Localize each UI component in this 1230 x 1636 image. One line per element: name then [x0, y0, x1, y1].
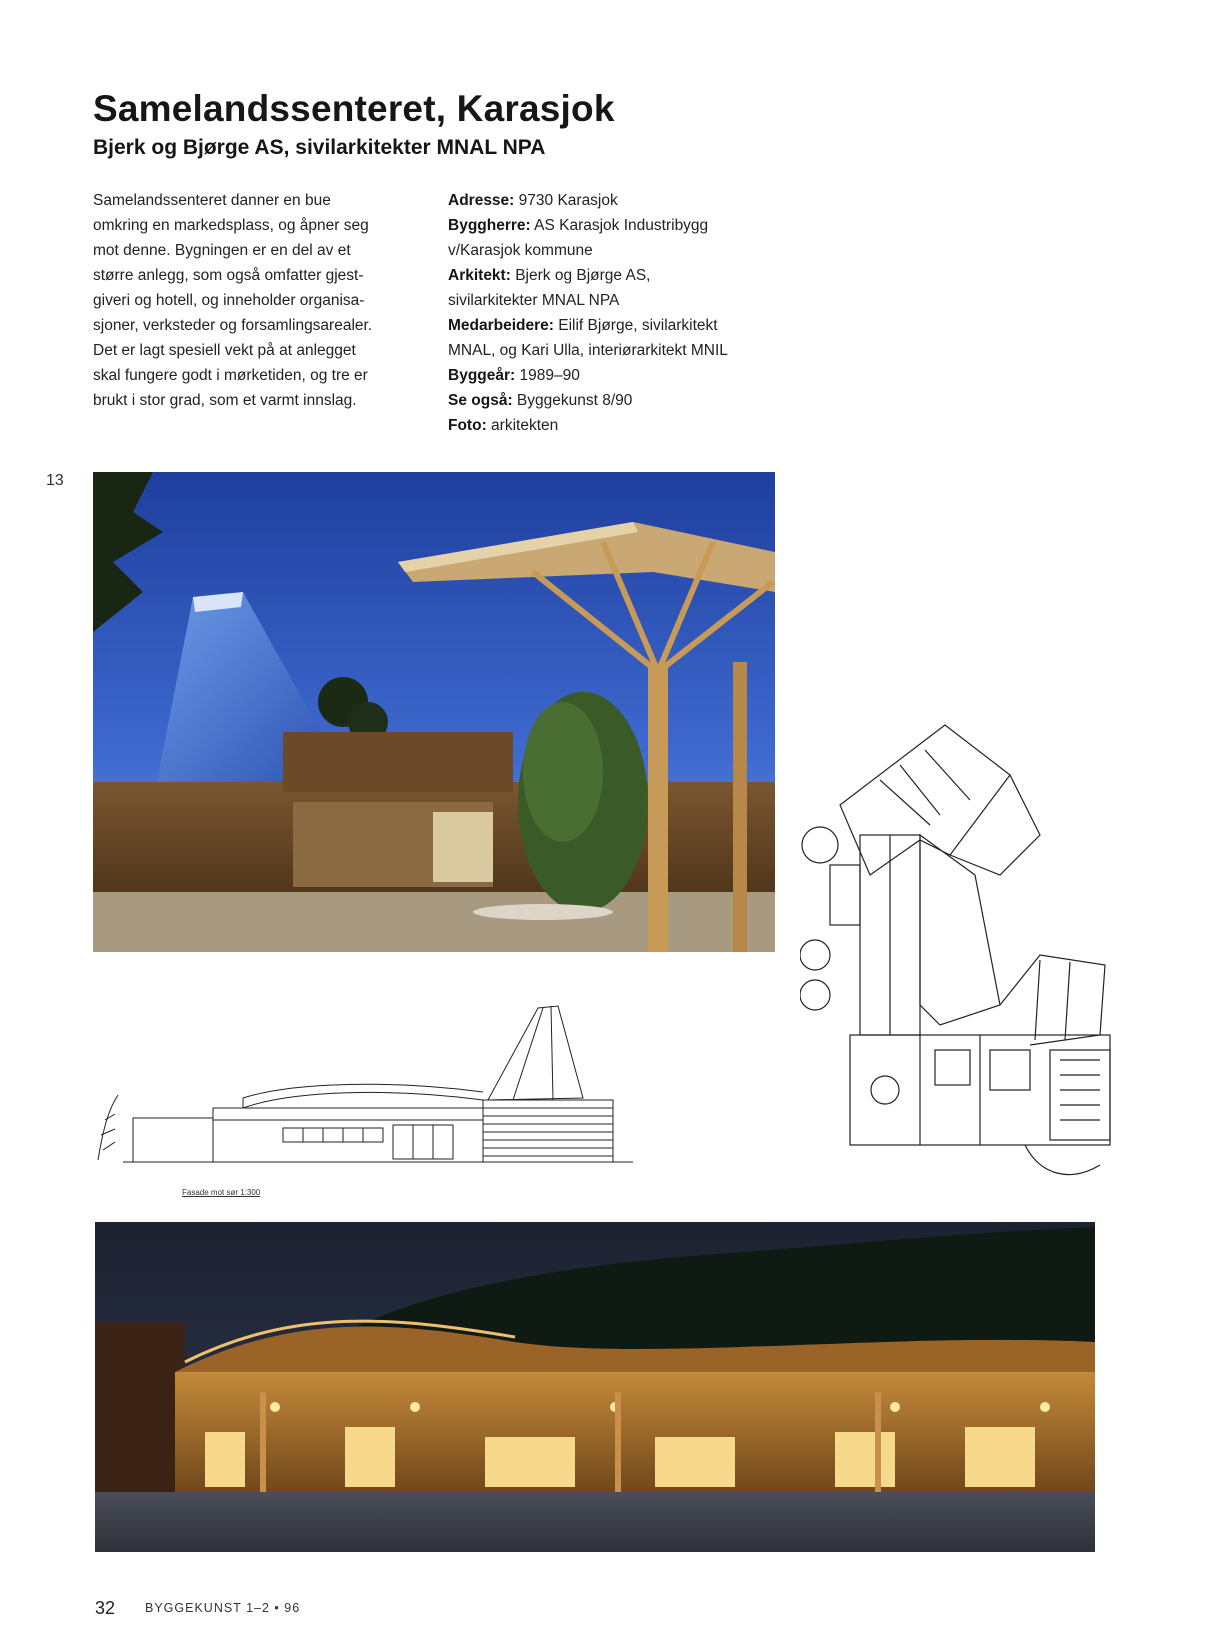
- year-label: Byggeår:: [448, 367, 516, 384]
- body-line: mot denne. Bygningen er en del av et: [93, 242, 351, 259]
- collaborators-value: Eilif Bjørge, sivilarkitekt: [558, 317, 718, 334]
- magazine-issue: BYGGEKUNST 1–2 • 96: [145, 1601, 301, 1615]
- body-line: sjoner, verksteder og forsamlingsarealer.: [93, 317, 373, 334]
- address-value: 9730 Karasjok: [518, 192, 618, 209]
- client-value-cont: v/Karasjok kommune: [448, 242, 593, 259]
- architect-value: Bjerk og Bjørge AS,: [515, 267, 651, 284]
- photo-credit-value: arkitekten: [491, 417, 559, 434]
- elevation-caption: Fasade mot sør 1:300: [182, 1188, 261, 1197]
- client-value: AS Karasjok Industribygg: [534, 217, 709, 234]
- collaborators-label: Medarbeidere:: [448, 317, 554, 334]
- body-line: Det er lagt spesiell vekt på at anlegget: [93, 342, 356, 359]
- photo-credit-label: Foto:: [448, 417, 487, 434]
- body-line: giveri og hotell, og inneholder organisa-: [93, 292, 365, 309]
- architect-value-cont: sivilarkitekter MNAL NPA: [448, 292, 620, 309]
- body-line: større anlegg, som også omfatter gjest-: [93, 267, 364, 284]
- body-text: [93, 188, 423, 413]
- body-line: omkring en markedsplass, og åpner seg: [93, 217, 369, 234]
- body-line: Samelandssenteret danner en bue: [93, 192, 331, 209]
- architect-subtitle: Bjerk og Bjørge AS, sivilarkitekter MNAL NPA: [93, 136, 546, 159]
- see-also-label: Se også:: [448, 392, 513, 409]
- see-also-value: Byggekunst 8/90: [516, 392, 633, 409]
- body-line: skal fungere godt i mørketiden, og tre er: [93, 367, 368, 384]
- address-label: Adresse:: [448, 192, 515, 209]
- page-number: 32: [95, 1598, 116, 1618]
- client-label: Byggherre:: [448, 217, 531, 234]
- page-title: Samelandssenteret, Karasjok: [93, 88, 615, 129]
- project-number: 13: [46, 472, 64, 489]
- project-facts: [448, 188, 788, 438]
- body-line: brukt i stor grad, som et varmt innslag.: [93, 392, 357, 409]
- floor-plan-drawing: [800, 705, 1140, 1190]
- daytime-exterior-photo: [93, 472, 775, 952]
- elevation-drawing: [93, 990, 653, 1190]
- year-value: 1989–90: [519, 367, 580, 384]
- collaborators-value-cont: MNAL, og Kari Ulla, interiørarkitekt MNIL: [448, 342, 728, 359]
- architect-label: Arkitekt:: [448, 267, 511, 284]
- night-panorama-photo: [95, 1222, 1095, 1552]
